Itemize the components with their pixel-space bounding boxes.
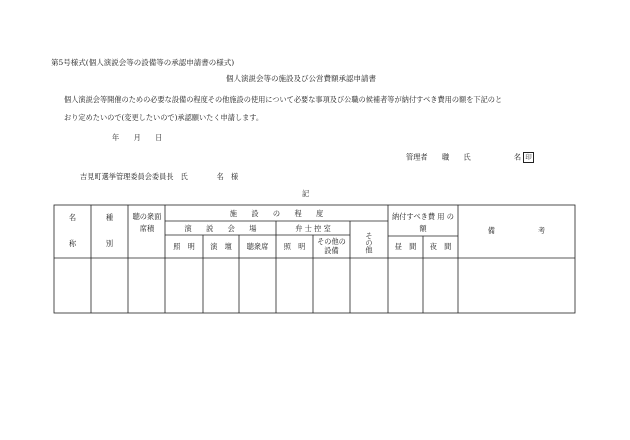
header-podium: 演 壇 (210, 242, 232, 251)
header-audience-seats: 聴衆席 (246, 242, 269, 251)
body-text-line-2: おり定めたいので(変更したいので)承認願いたく申請します。 (64, 113, 264, 122)
header-lighting: 照 明 (173, 242, 195, 251)
header-daytime: 昼 間 (394, 242, 417, 251)
header-other: その他 (365, 232, 374, 254)
addressee-line: 吉見町選挙管理委員会委員長 氏 名 様 (80, 172, 239, 181)
header-fee-amount: 納付すべき費 用 の 額 (392, 212, 454, 233)
header-audience-area: 聴の衆面席積 (132, 212, 162, 233)
date-line: 年 月 日 (112, 133, 163, 142)
header-name-bottom: 称 (68, 239, 77, 248)
header-type-bottom: 別 (105, 239, 114, 248)
header-nighttime: 夜 間 (429, 242, 452, 251)
body-text-line-1: 個人演説会等開催のための必要な設備の程度その他施設の使用について必要な事項及び公職の候補者等が納付すべき費用の額を下記のと (64, 95, 503, 104)
document-title: 個人演説会等の施設及び公営費額承認申請書 (226, 74, 376, 83)
header-name-top: 名 (68, 213, 77, 222)
header-facility-level: 施 設 の 程 度 (229, 209, 324, 218)
header-room-lighting: 照 明 (283, 242, 306, 251)
seal-mark: 印 (523, 152, 534, 163)
header-type-top: 種 (105, 213, 114, 222)
ki-label: 記 (302, 189, 310, 198)
form-number-label: 第5号様式(個人演説会等の設備等の承認申請書の様式) (51, 58, 235, 67)
header-remarks: 備 考 (487, 226, 546, 235)
applicant-label: 管理者 職 氏 名 (406, 152, 522, 162)
header-other-equipment: その他の設備 (317, 237, 346, 255)
header-venue: 演 説 会 場 (184, 224, 257, 233)
header-speaker-room: 弁 士 控 室 (295, 224, 331, 233)
